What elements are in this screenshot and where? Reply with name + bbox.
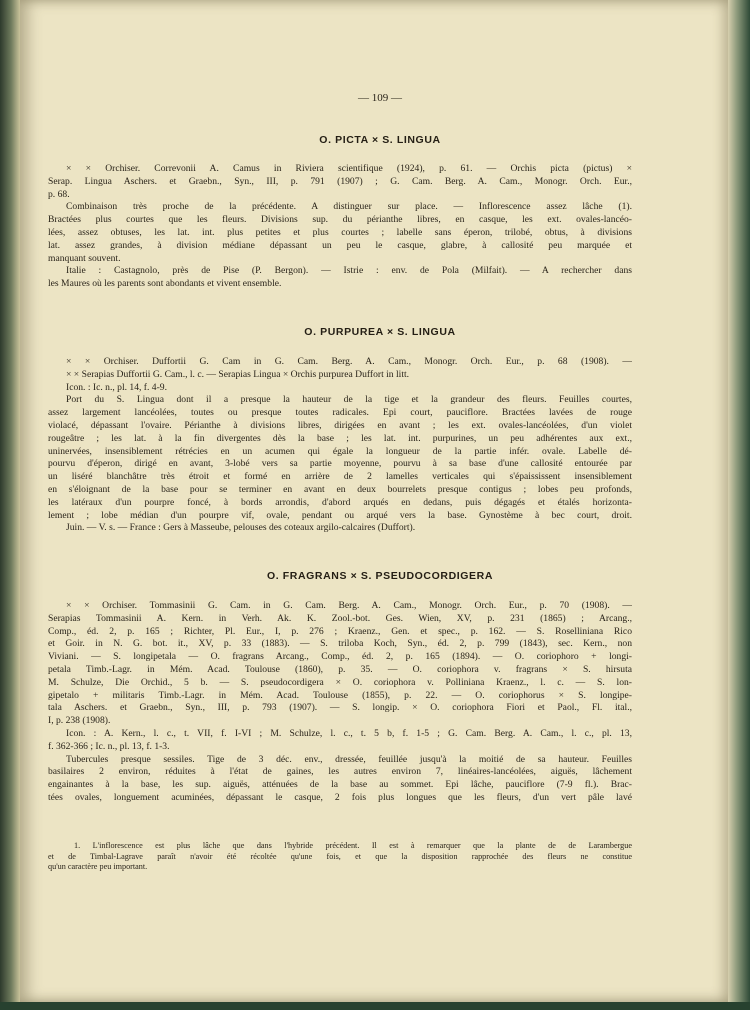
text-line: basilaires 2 environ, réduites à l'état de gaines, les autres environ 7, linéaires-lancéolées, aiguës, lâchement bbox=[48, 766, 632, 778]
footnote-line: 1. L'inflorescence est plus lâche que dans l'hybride précédent. Il est à remarquer que la plante de de Larambergue bbox=[74, 841, 632, 850]
text-line: Icon. : A. Kern., l. c., t. VII, f. I-VI ; M. Schulze, l. c., t. 5 b, f. 1-5 ; G. Cam. Berg. A. Cam., l. c., pl. 13, bbox=[66, 727, 632, 739]
book-gutter-left bbox=[0, 0, 20, 1010]
text-line: gipetalo + militaris Timb.-Lagr. in Mém. Acad. Toulouse (1855), p. 22. — O. coriophorus × S. longipe- bbox=[48, 689, 632, 701]
text-line: Serap. Lingua Aschers. et Graebn., Syn., III, p. 791 (1907) ; G. Cam. Berg. A. Cam., Monogr. Orch. Eur., bbox=[48, 175, 632, 187]
section-heading-fragrans-pseudocordigera: O. FRAGRANS × S. PSEUDOCORDIGERA bbox=[266, 570, 494, 582]
text-line: uninervées, insensiblement rétrécies en un acumen qui égale la longueur de la partie infér. ovale. Labelle dé- bbox=[48, 445, 632, 457]
section-body-picta-lingua bbox=[48, 163, 632, 291]
text-line: lées, assez obtuses, les lat. int. plus petites et plus courtes ; labelle sans éperon, trilobé, obtus, à divisions bbox=[48, 226, 632, 238]
text-line: engainantes à la base, les sup. aiguës, atténuées de la base au sommet. Epi lâche, pauciflore (7-9 fl.). Brac- bbox=[48, 779, 632, 791]
text-line: Italie : Castagnolo, près de Pise (P. Bergon). — Istrie : env. de Pola (Milfait). — A rechercher dans bbox=[66, 265, 632, 277]
text-line: les latéraux d'un pourpre foncé, à bords arrondis, d'abord arqués en dedans, puis dégagés et étalés horizonta- bbox=[48, 496, 632, 508]
book-edge-bottom bbox=[0, 1002, 750, 1010]
text-line: Port du S. Lingua dont il a presque la hauteur de la tige et la grandeur des fleurs. Feuilles courtes, bbox=[66, 394, 632, 406]
section-heading-purpurea-lingua: O. PURPUREA × S. LINGUA bbox=[304, 326, 456, 338]
text-line: p. 68. bbox=[48, 188, 70, 200]
text-line: Bractées plus courtes que les fleurs. Divisions sup. du périanthe libres, en casque, les ext. ovales-lancéo- bbox=[48, 214, 632, 226]
book-edge-right bbox=[728, 0, 750, 1010]
text-line: pourvu d'éperon, dirigé en avant, 3-lobé vers sa partie moyenne, pourvu à sa base d'une callosité entourée par bbox=[48, 458, 632, 470]
text-line: tées ovales, longuement acuminées, dépassant le casque, 2 fois plus longues que les fleurs, d'un vert pâle lavé bbox=[48, 791, 632, 803]
text-line: Serapias Tommasinii A. Kern. in Verh. Ak. K. Zool.-bot. Ges. Wien, XV, p. 231 (1865) ; Arcang., bbox=[48, 612, 632, 624]
text-line: manquant souvent. bbox=[48, 252, 121, 264]
text-line: un liséré blanchâtre très étroit et formé en arrière de 2 lamelles verticales qui s'épaississent insensiblement bbox=[48, 471, 632, 483]
footnote-line: et de Timbal-Lagrave paraît n'avoir été récoltée qu'une fois, et que la disposition rapprochée des fleurs ne constitue bbox=[48, 851, 632, 861]
text-line: × × Orchiser. Correvonii A. Camus in Riviera scientifique (1924), p. 61. — Orchis picta (pictus) × bbox=[66, 163, 632, 174]
text-line: Viviani. — S. longipetala — O. fragrans Arcang., Comp., éd. 2, p. 165 (1894). — O. coriophoro + longi- bbox=[48, 651, 632, 663]
text-line: en s'éloignant de la base pour se terminer en avant en deux bourrelets presque contigus ; lobes peu profonds, bbox=[48, 483, 632, 495]
text-line: Comp., éd. 2, p. 165 ; Richter, Pl. Eur., I, p. 276 ; Kraenz., Gen. et spec., p. 162. — S. Roselliniana Rico bbox=[48, 625, 632, 637]
page-number: — 109 — bbox=[358, 92, 402, 104]
footnote-line: qu'un caractère peu important. bbox=[48, 862, 148, 872]
text-line: Tubercules presque sessiles. Tige de 3 déc. env., dressée, feuillée jusqu'à la moitié de sa hauteur. Feuilles bbox=[66, 753, 632, 765]
text-line: les Maures où les parents sont abondants et vivent ensemble. bbox=[48, 278, 282, 290]
text-line: f. 362-366 ; Ic. n., pl. 13, f. 1-3. bbox=[48, 740, 170, 752]
text-line: lat. assez grandes, à division médiane dépassant un peu le casque, glabre, à callosité peu marquée et bbox=[48, 239, 632, 251]
book-page bbox=[20, 0, 728, 1002]
text-line: M. Schulze, Die Orchid., 5 b. — S. pseudocordigera × O. coriophora v. Polliniana Kraenz., l. c. — S. lon- bbox=[48, 676, 632, 688]
section-heading-picta-lingua: O. PICTA × S. LINGUA bbox=[319, 134, 441, 146]
text-line: × × Orchiser. Duffortii G. Cam in G. Cam. Berg. A. Cam., Monogr. Orch. Eur., p. 68 (1908). — bbox=[66, 356, 632, 367]
text-line: × × Orchiser. Tommasinii G. Cam. in G. Cam. Berg. A. Cam., Monogr. Orch. Eur., p. 70 (1908). — bbox=[66, 600, 632, 611]
text-line: violacé, dépassant l'ovaire. Périanthe à divisions libres, dirigées en avant ; les ext. ovales-lancéolées, d'un violet bbox=[48, 419, 632, 431]
text-line: lement ; lobe médian d'un pourpre vif, ovale, pendant ou arqué vers la base. Gynostème à bec court, droit. bbox=[48, 509, 632, 521]
text-line: × × Serapias Duffortii G. Cam., l. c. — Serapias Lingua × Orchis purpurea Duffort in litt. bbox=[66, 368, 410, 380]
text-line: I, p. 238 (1908). bbox=[48, 715, 111, 727]
text-line: Icon. : Ic. n., pl. 14, f. 4-9. bbox=[66, 381, 167, 393]
text-line: petala Timb.-Lagr. in Mém. Acad. Toulouse (1860), p. 35. — O. coriophora v. fragrans × S. hirsuta bbox=[48, 663, 632, 675]
section-body-fragrans-pseudocordigera bbox=[48, 600, 632, 805]
section-body-purpurea-lingua bbox=[48, 356, 632, 535]
text-line: et Goir. in N. G. bot. it., XV, p. 33 (1883). — S. triloba Koch, Syn., éd. 2, p. 799 (1843), sec. Kern., non bbox=[48, 638, 632, 650]
text-line: Combinaison très proche de la précédente. A distinguer sur place. — Inflorescence assez lâche (1). bbox=[66, 201, 632, 213]
footnote bbox=[48, 841, 632, 873]
text-line: assez largement lancéolées, toutes ou presque toutes radicales. Epi court, pauciflore. Bractées lavées de rouge bbox=[48, 407, 632, 419]
text-line: tala Aschers. et Graebn., Syn., III, p. 793 (1907). — S. longip. × O. coriophora Fiori et Paol., Fl. ital., bbox=[48, 702, 632, 714]
text-line: rougeâtre ; les lat. à la fin divergentes dès la base ; les lat. int. purpurines, un peu adhérentes aux ext., bbox=[48, 432, 632, 444]
text-line: Juin. — V. s. — France : Gers à Masseube, pelouses des coteaux argilo-calcaires (Duffort). bbox=[66, 522, 416, 534]
